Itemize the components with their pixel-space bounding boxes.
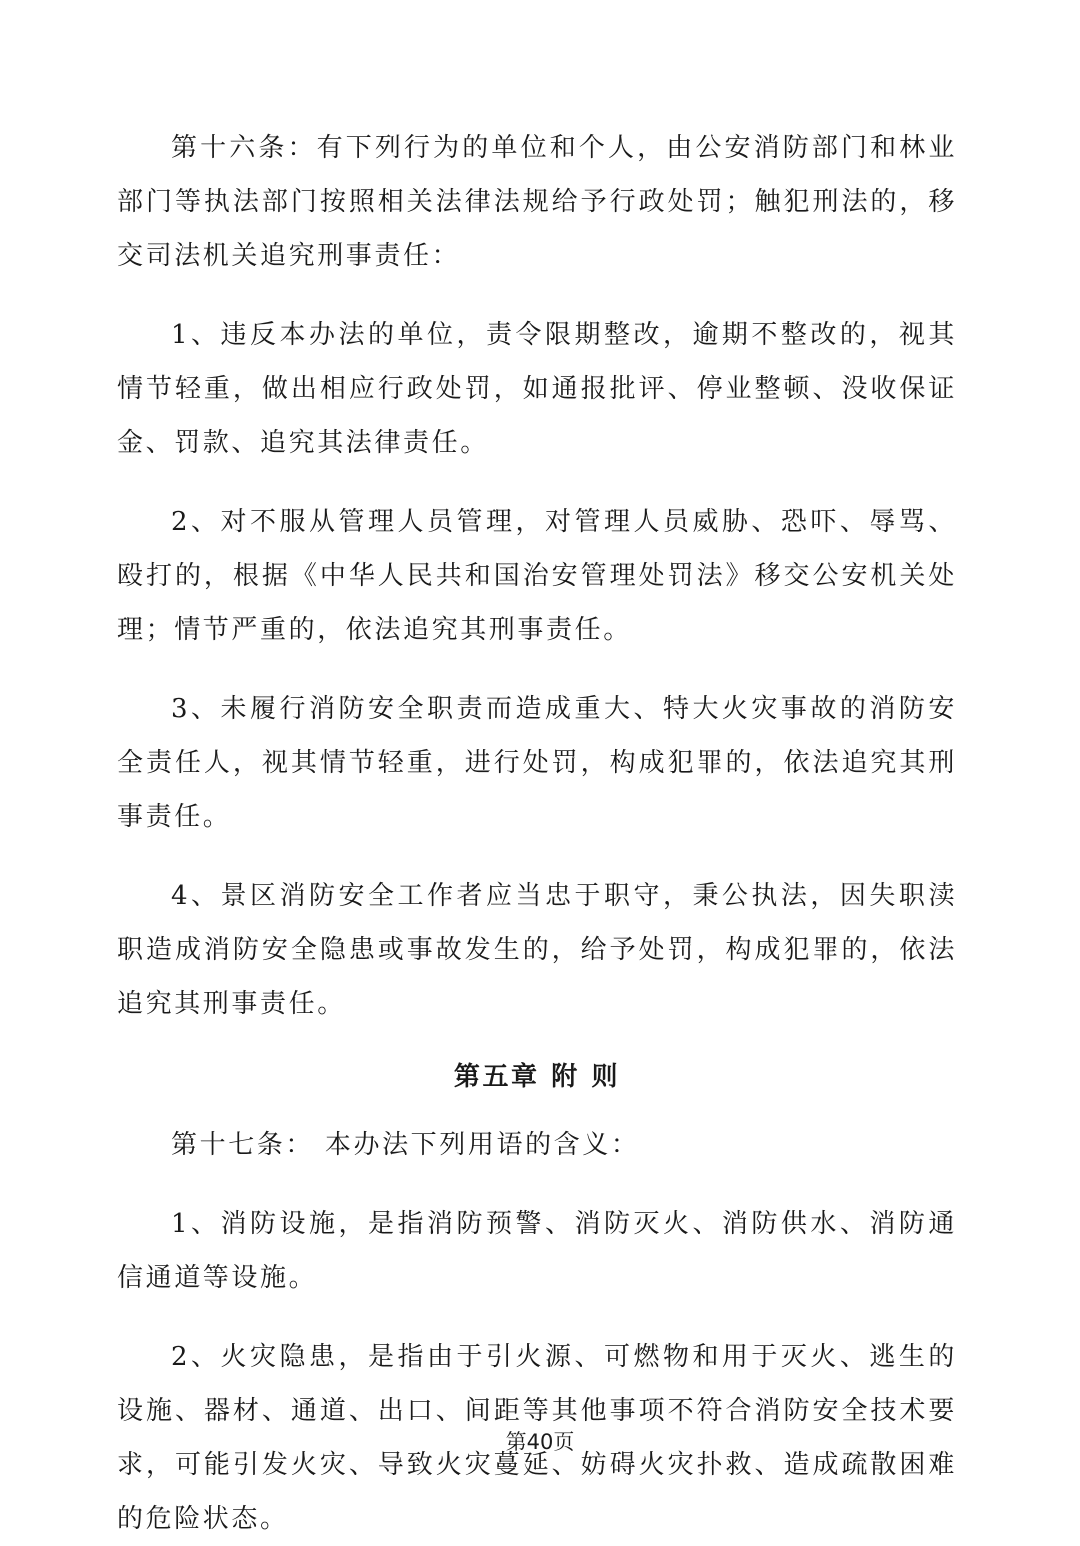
article-16-item-1: 1、违反本办法的单位，责令限期整改，逾期不整改的，视其情节轻重，做出相应行政处罚，如通报批评、停业整顿、没收保证金、罚款、追究其法律责任。 [117, 320, 957, 458]
article-17-item-1: 1、消防设施，是指消防预警、消防灭火、消防供水、消防通信通道等设施。 [117, 1209, 957, 1293]
article-17-intro: 第十七条： 本办法下列用语的含义： [171, 1130, 640, 1160]
article-16-item-2: 2、对不服从管理人员管理，对管理人员威胁、恐吓、辱骂、殴打的，根据《中华人民共和国治安管理处罚法》移交公安机关处理；情节严重的，依法追究其刑事责任。 [117, 507, 957, 645]
article-16-item-3: 3、未履行消防安全职责而造成重大、特大火灾事故的消防安全责任人，视其情节轻重，进行处罚，构成犯罪的，依法追究其刑事责任。 [117, 694, 957, 832]
chapter-heading: 第五章 附 则 [453, 1062, 621, 1092]
article-16-intro: 第十六条：有下列行为的单位和个人，由公安消防部门和林业部门等执法部门按照相关法律法规给予行政处罚；触犯刑法的，移交司法机关追究刑事责任： [117, 133, 957, 271]
document-body [117, 121, 957, 1546]
page-number: 第40页 [505, 1430, 575, 1454]
article-16-item-4: 4、景区消防安全工作者应当忠于职守，秉公执法，因失职渎职造成消防安全隐患或事故发生的，给予处罚，构成犯罪的，依法追究其刑事责任。 [117, 881, 957, 1019]
article-17-item-2: 2、火灾隐患，是指由于引火源、可燃物和用于灭火、逃生的设施、器材、通道、出口、间距等其他事项不符合消防安全技术要求，可能引发火灾、导致火灾蔓延、妨碍火灾扑救、造成疏散困难的危险状态。 [117, 1342, 957, 1534]
